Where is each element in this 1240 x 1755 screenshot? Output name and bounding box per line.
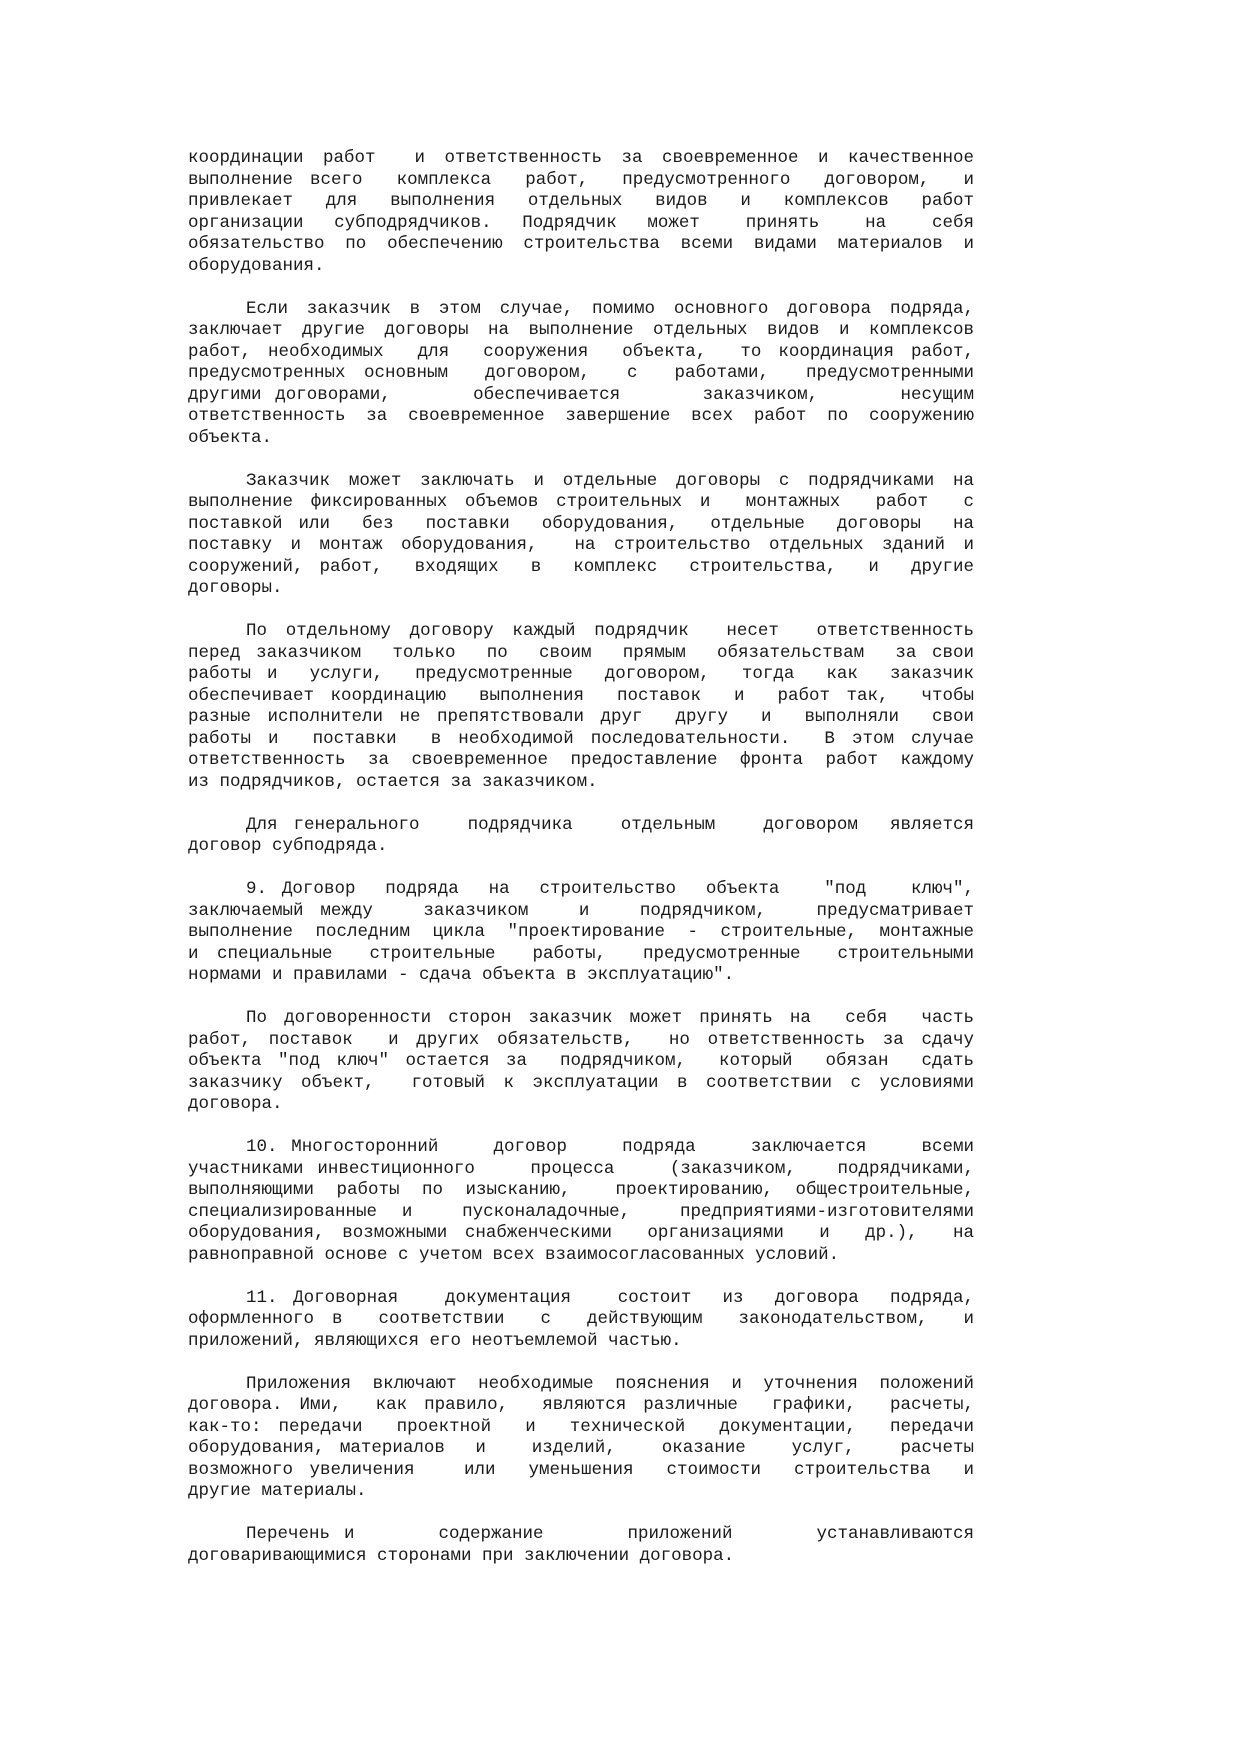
text-line: предусмотренных основным договором, с работами, предусмотренными	[188, 363, 974, 383]
text-line: Если заказчик в этом случае, помимо основного договора подряда,	[246, 298, 974, 319]
text-line: другими договорами, обеспечивается заказчиком, несущим	[188, 384, 974, 405]
text-line: договора.	[188, 1094, 283, 1114]
text-line: специализированные и пусконаладочные, предприятиями-изготовителями	[188, 1201, 974, 1222]
text-line: другие материалы.	[188, 1481, 367, 1501]
text-line: участниками инвестиционного процесса (заказчиком, подрядчиками,	[188, 1158, 974, 1179]
text-line: Заказчик может заключать и отдельные договоры с подрядчиками на	[246, 470, 974, 491]
text-line: поставку и монтаж оборудования, на строительство отдельных зданий и	[188, 535, 974, 555]
text-line: договаривающимися сторонами при заключении договора.	[188, 1545, 735, 1566]
text-line: 10. Многосторонний договор подряда заключается всеми	[246, 1137, 974, 1157]
text-line: как-то: передачи проектной и технической документации, передачи	[188, 1416, 974, 1437]
text-line: выполнение фиксированных объемов строительных и монтажных работ с	[188, 492, 974, 512]
text-line: По отдельному договору каждый подрядчик несет ответственность	[246, 621, 974, 641]
text-line: заключаемый между заказчиком и подрядчиком, предусматривает	[188, 900, 974, 921]
text-line: работ, необходимых для сооружения объекта, то координация работ,	[188, 341, 974, 362]
text-line: сооружений, работ, входящих в комплекс строительства, и другие	[188, 556, 974, 577]
text-line: работ, поставок и других обязательств, но ответственность за сдачу	[188, 1029, 974, 1050]
text-line: заключает другие договоры на выполнение отдельных видов и комплексов	[188, 320, 974, 340]
text-line: договора. Ими, как правило, являются различные графики, расчеты,	[188, 1395, 974, 1415]
text-line: договор субподряда.	[188, 836, 388, 856]
paragraph	[188, 1524, 974, 1567]
text-line: перед заказчиком только по своим прямым обязательствам за свои	[188, 642, 974, 663]
text-line: оборудования, материалов и изделий, оказание услуг, расчеты	[188, 1438, 974, 1458]
document-body	[188, 148, 974, 1589]
paragraph	[188, 471, 974, 600]
text-line: приложений, являющихся его неотъемлемой частью.	[188, 1330, 682, 1351]
paragraph	[188, 299, 974, 450]
paragraph	[188, 879, 974, 987]
text-line: По договоренности сторон заказчик может принять на себя часть	[246, 1008, 974, 1028]
text-line: 11. Договорная документация состоит из договора подряда,	[246, 1287, 974, 1308]
text-line: объекта.	[188, 427, 273, 448]
text-line: договоры.	[188, 578, 283, 598]
text-line: организации субподрядчиков. Подрядчик может принять на себя	[188, 212, 974, 233]
text-line: работы и услуги, предусмотренные договором, тогда как заказчик	[188, 664, 974, 684]
paragraph	[188, 1137, 974, 1266]
text-line: возможного увеличения или уменьшения стоимости строительства и	[188, 1459, 974, 1480]
text-line: обязательство по обеспечению строительства всеми видами материалов и	[188, 234, 974, 254]
text-line: поставкой или без поставки оборудования, отдельные договоры на	[188, 513, 974, 534]
text-line: оборудования, возможными снабженческими организациями и др.), на	[188, 1223, 974, 1243]
text-line: и специальные строительные работы, предусмотренные строительными	[188, 943, 974, 964]
text-line: выполняющими работы по изысканию, проектированию, общестроительные,	[188, 1180, 974, 1200]
text-line: Перечень и содержание приложений устанавливаются	[246, 1524, 974, 1544]
text-line: Приложения включают необходимые пояснения и уточнения положений	[246, 1373, 974, 1394]
text-line: ответственность за своевременное завершение всех работ по сооружению	[188, 406, 974, 426]
text-line: из подрядчиков, остается за заказчиком.	[188, 771, 598, 792]
text-line: 9. Договор подряда на строительство объекта "под ключ",	[246, 879, 974, 899]
paragraph	[188, 1008, 974, 1116]
text-line: работы и поставки в необходимой последовательности. В этом случае	[188, 728, 974, 749]
text-line: объекта "под ключ" остается за подрядчиком, который обязан сдать	[188, 1051, 974, 1071]
text-line: равноправной основе с учетом всех взаимосогласованных условий.	[188, 1244, 840, 1265]
text-line: оборудования.	[188, 255, 325, 276]
paragraph	[188, 148, 974, 277]
text-line: заказчику объект, готовый к эксплуатации в соответствии с условиями	[188, 1072, 974, 1093]
text-line: выполнение всего комплекса работ, предусмотренного договором, и	[188, 169, 974, 190]
paragraph	[188, 815, 974, 858]
paragraph	[188, 1288, 974, 1353]
paragraph	[188, 1374, 974, 1503]
text-line: обеспечивает координацию выполнения поставок и работ так, чтобы	[188, 685, 974, 706]
text-line: координации работ и ответственность за своевременное и качественное	[188, 148, 974, 168]
text-line: привлекает для выполнения отдельных видов и комплексов работ	[188, 191, 974, 211]
text-line: ответственность за своевременное предоставление фронта работ каждому	[188, 750, 974, 770]
text-line: Для генерального подрядчика отдельным договором является	[246, 814, 974, 835]
text-line: выполнение последним цикла "проектирование - строительные, монтажные	[188, 922, 974, 942]
text-line: нормами и правилами - сдача объекта в эксплуатацию".	[188, 965, 735, 985]
text-line: разные исполнители не препятствовали друг другу и выполняли свои	[188, 707, 974, 727]
paragraph	[188, 621, 974, 793]
text-line: оформленного в соответствии с действующим законодательством, и	[188, 1309, 974, 1329]
